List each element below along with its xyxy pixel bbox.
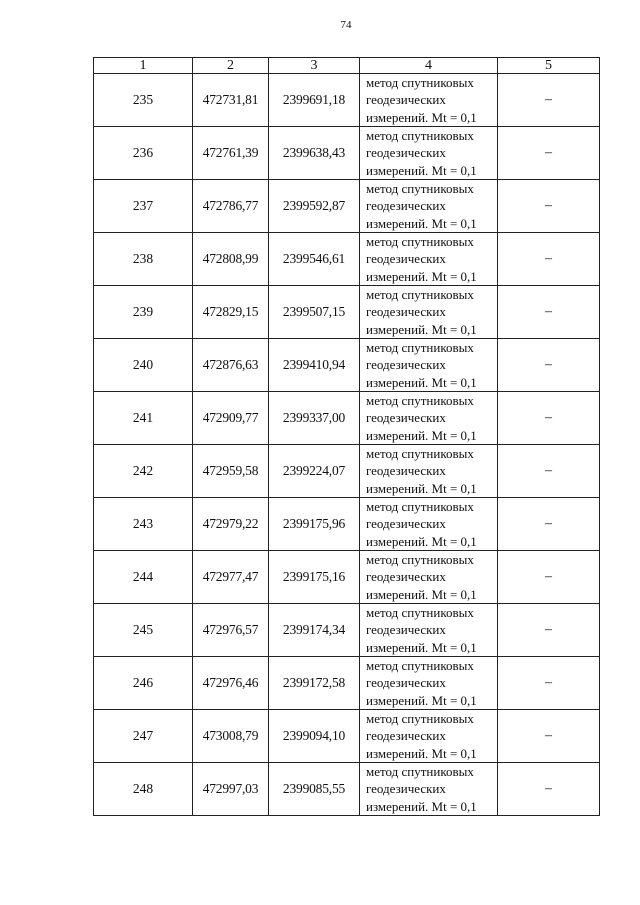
- method-line: метод спутниковых: [366, 128, 474, 144]
- column-header: 1: [94, 58, 193, 74]
- method-cell: [360, 498, 498, 551]
- table-row: [94, 498, 600, 551]
- y-coordinate-cell: 2399546,61: [269, 233, 360, 286]
- point-number-cell: 248: [94, 763, 193, 816]
- y-coordinate-cell: 2399224,07: [269, 445, 360, 498]
- method-line: метод спутниковых: [366, 75, 474, 91]
- x-coordinate-cell: 472909,77: [193, 392, 269, 445]
- x-coordinate-cell: 472977,47: [193, 551, 269, 604]
- method-line: геодезических: [366, 145, 446, 161]
- method-line: измерений. Mt = 0,1: [366, 268, 477, 284]
- method-line: геодезических: [366, 463, 446, 479]
- method-line: метод спутниковых: [366, 711, 474, 727]
- note-cell: –: [498, 339, 600, 392]
- point-number-cell: 240: [94, 339, 193, 392]
- method-line: метод спутниковых: [366, 181, 474, 197]
- table-row: [94, 339, 600, 392]
- point-number-cell: 246: [94, 657, 193, 710]
- y-coordinate-cell: 2399507,15: [269, 286, 360, 339]
- x-coordinate-cell: 472876,63: [193, 339, 269, 392]
- note-cell: –: [498, 763, 600, 816]
- method-cell: [360, 74, 498, 127]
- method-line: измерений. Mt = 0,1: [366, 639, 477, 655]
- page-number: 74: [340, 19, 352, 31]
- method-cell: [360, 392, 498, 445]
- x-coordinate-cell: 473008,79: [193, 710, 269, 763]
- note-cell: –: [498, 498, 600, 551]
- method-cell: [360, 657, 498, 710]
- method-line: геодезических: [366, 357, 446, 373]
- table-header-row: [94, 58, 600, 74]
- table-row: [94, 445, 600, 498]
- method-line: геодезических: [366, 675, 446, 691]
- method-cell: [360, 286, 498, 339]
- table-row: [94, 657, 600, 710]
- method-line: метод спутниковых: [366, 764, 474, 780]
- note-cell: –: [498, 445, 600, 498]
- method-cell: [360, 604, 498, 657]
- point-number-cell: 236: [94, 127, 193, 180]
- point-number-cell: 243: [94, 498, 193, 551]
- x-coordinate-cell: 472997,03: [193, 763, 269, 816]
- method-line: измерений. Mt = 0,1: [366, 162, 477, 178]
- y-coordinate-cell: 2399175,96: [269, 498, 360, 551]
- method-line: измерений. Mt = 0,1: [366, 745, 477, 761]
- point-number-cell: 242: [94, 445, 193, 498]
- method-cell: [360, 339, 498, 392]
- method-line: метод спутниковых: [366, 234, 474, 250]
- column-header: 5: [498, 58, 600, 74]
- method-cell: [360, 180, 498, 233]
- method-line: измерений. Mt = 0,1: [366, 215, 477, 231]
- x-coordinate-cell: 472959,58: [193, 445, 269, 498]
- method-line: измерений. Mt = 0,1: [366, 692, 477, 708]
- method-line: измерений. Mt = 0,1: [366, 586, 477, 602]
- column-header: 3: [269, 58, 360, 74]
- x-coordinate-cell: 472829,15: [193, 286, 269, 339]
- column-header: 4: [360, 58, 498, 74]
- method-cell: [360, 551, 498, 604]
- note-cell: –: [498, 710, 600, 763]
- y-coordinate-cell: 2399337,00: [269, 392, 360, 445]
- x-coordinate-cell: 472761,39: [193, 127, 269, 180]
- point-number-cell: 244: [94, 551, 193, 604]
- method-line: измерений. Mt = 0,1: [366, 798, 477, 814]
- method-line: измерений. Mt = 0,1: [366, 480, 477, 496]
- method-line: метод спутниковых: [366, 287, 474, 303]
- table-row: [94, 551, 600, 604]
- column-header: 2: [193, 58, 269, 74]
- note-cell: –: [498, 180, 600, 233]
- table-row: [94, 392, 600, 445]
- method-line: метод спутниковых: [366, 499, 474, 515]
- method-line: геодезических: [366, 516, 446, 532]
- table-body: [94, 74, 600, 816]
- method-cell: [360, 763, 498, 816]
- method-line: геодезических: [366, 410, 446, 426]
- x-coordinate-cell: 472976,57: [193, 604, 269, 657]
- point-number-cell: 238: [94, 233, 193, 286]
- method-line: геодезических: [366, 622, 446, 638]
- note-cell: –: [498, 604, 600, 657]
- method-line: геодезических: [366, 198, 446, 214]
- y-coordinate-cell: 2399172,58: [269, 657, 360, 710]
- x-coordinate-cell: 472979,22: [193, 498, 269, 551]
- point-number-cell: 245: [94, 604, 193, 657]
- point-number-cell: 235: [94, 74, 193, 127]
- method-cell: [360, 127, 498, 180]
- point-number-cell: 239: [94, 286, 193, 339]
- method-line: измерений. Mt = 0,1: [366, 321, 477, 337]
- coordinates-table: [93, 57, 600, 816]
- method-line: метод спутниковых: [366, 658, 474, 674]
- table-row: [94, 74, 600, 127]
- note-cell: –: [498, 127, 600, 180]
- method-line: геодезических: [366, 304, 446, 320]
- table-row: [94, 604, 600, 657]
- note-cell: –: [498, 551, 600, 604]
- method-line: метод спутниковых: [366, 393, 474, 409]
- method-line: измерений. Mt = 0,1: [366, 109, 477, 125]
- point-number-cell: 247: [94, 710, 193, 763]
- y-coordinate-cell: 2399175,16: [269, 551, 360, 604]
- x-coordinate-cell: 472731,81: [193, 74, 269, 127]
- y-coordinate-cell: 2399174,34: [269, 604, 360, 657]
- method-line: измерений. Mt = 0,1: [366, 533, 477, 549]
- table-row: [94, 710, 600, 763]
- method-line: геодезических: [366, 728, 446, 744]
- point-number-cell: 241: [94, 392, 193, 445]
- point-number-cell: 237: [94, 180, 193, 233]
- table-row: [94, 233, 600, 286]
- x-coordinate-cell: 472808,99: [193, 233, 269, 286]
- y-coordinate-cell: 2399094,10: [269, 710, 360, 763]
- note-cell: –: [498, 233, 600, 286]
- method-line: измерений. Mt = 0,1: [366, 427, 477, 443]
- table-row: [94, 763, 600, 816]
- note-cell: –: [498, 392, 600, 445]
- method-line: геодезических: [366, 92, 446, 108]
- x-coordinate-cell: 472976,46: [193, 657, 269, 710]
- method-cell: [360, 710, 498, 763]
- method-line: геодезических: [366, 569, 446, 585]
- method-line: геодезических: [366, 781, 446, 797]
- x-coordinate-cell: 472786,77: [193, 180, 269, 233]
- method-line: метод спутниковых: [366, 446, 474, 462]
- method-line: метод спутниковых: [366, 552, 474, 568]
- method-cell: [360, 445, 498, 498]
- note-cell: –: [498, 286, 600, 339]
- note-cell: –: [498, 657, 600, 710]
- y-coordinate-cell: 2399592,87: [269, 180, 360, 233]
- table-row: [94, 127, 600, 180]
- y-coordinate-cell: 2399085,55: [269, 763, 360, 816]
- y-coordinate-cell: 2399638,43: [269, 127, 360, 180]
- method-line: метод спутниковых: [366, 340, 474, 356]
- y-coordinate-cell: 2399691,18: [269, 74, 360, 127]
- method-line: геодезических: [366, 251, 446, 267]
- table-row: [94, 286, 600, 339]
- note-cell: –: [498, 74, 600, 127]
- y-coordinate-cell: 2399410,94: [269, 339, 360, 392]
- method-line: измерений. Mt = 0,1: [366, 374, 477, 390]
- table-row: [94, 180, 600, 233]
- method-line: метод спутниковых: [366, 605, 474, 621]
- method-cell: [360, 233, 498, 286]
